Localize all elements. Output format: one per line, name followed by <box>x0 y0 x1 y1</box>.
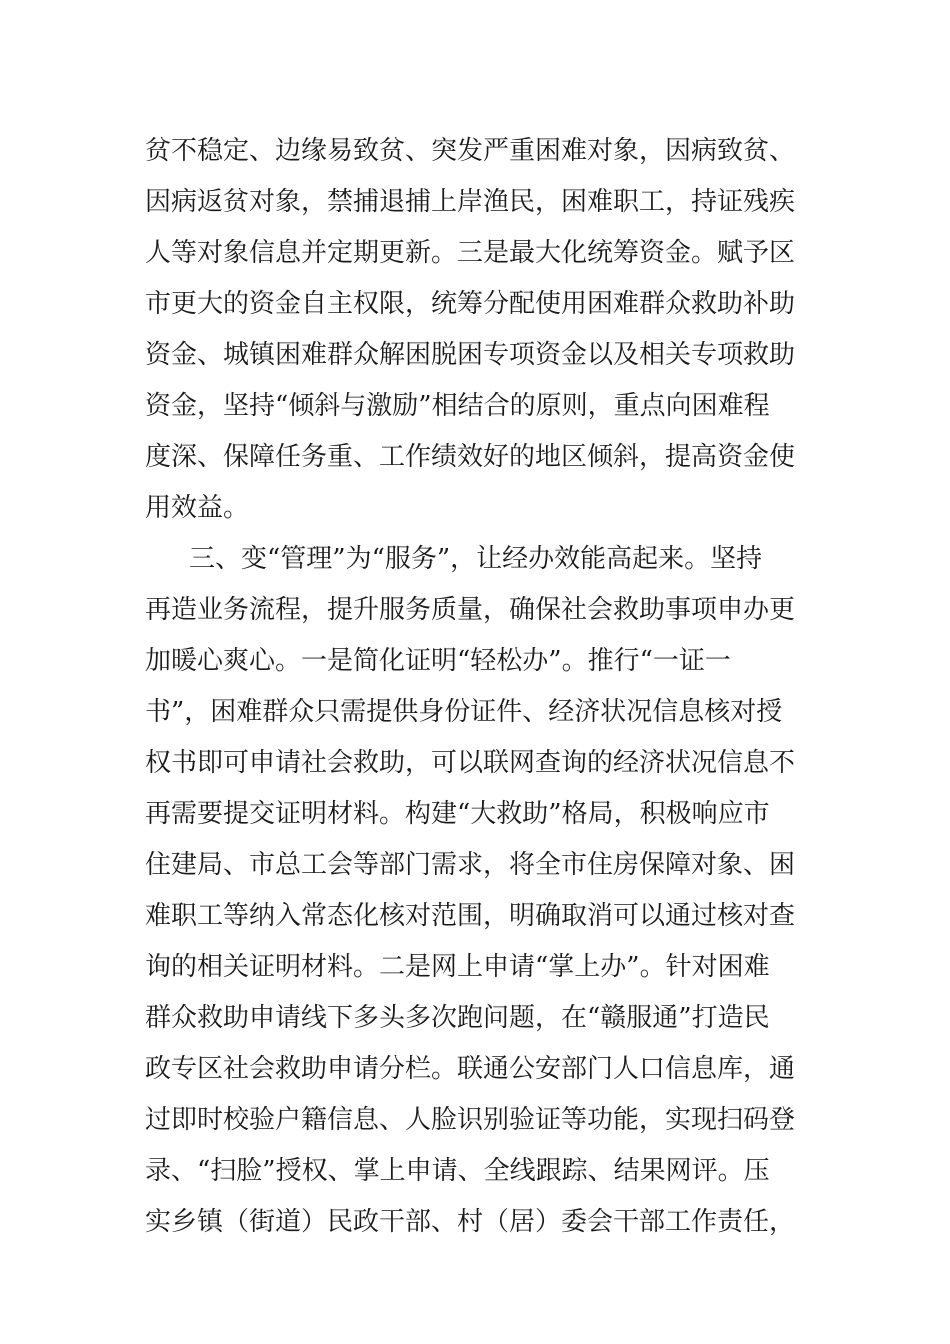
text-line: 过即时校验户籍信息、人脸识别验证等功能，实现扫码登 <box>145 1105 796 1135</box>
text-line: 政专区社会救助申请分栏。联通公安部门人口信息库，通 <box>145 1054 796 1084</box>
text-line: 度深、保障任务重、工作绩效好的地区倾斜，提高资金使 <box>145 442 796 472</box>
text-line: 再需要提交证明材料。构建“大救助”格局，积极响应市 <box>145 799 770 829</box>
text-line: 群众救助申请线下多头多次跑问题，在“赣服通”打造民 <box>145 1003 770 1033</box>
text-line: 因病返贫对象，禁捕退捕上岸渔民，困难职工，持证残疾 <box>145 187 796 217</box>
text-line: 资金、城镇困难群众解困脱困专项资金以及相关专项救助 <box>145 340 796 370</box>
text-line: 加暖心爽心。一是简化证明“轻松办”。推行“一证一 <box>145 646 731 676</box>
paragraph-start-line: 三、变“管理”为“服务”，让经办效能高起来。坚持 <box>189 544 763 574</box>
text-line: 实乡镇（街道）民政干部、村（居）委会干部工作责任， <box>145 1207 796 1237</box>
text-line: 再造业务流程，提升服务质量，确保社会救助事项申办更 <box>145 595 796 625</box>
text-line: 权书即可申请社会救助，可以联网查询的经济状况信息不 <box>145 748 796 778</box>
text-line: 市更大的资金自主权限，统筹分配使用困难群众救助补助 <box>145 289 796 319</box>
text-line: 资金，坚持“倾斜与激励”相结合的原则，重点向困难程 <box>145 391 770 421</box>
text-line: 录、“扫脸”授权、掌上申请、全线跟踪、结果网评。压 <box>145 1156 770 1186</box>
text-line: 书”，困难群众只需提供身份证件、经济状况信息核对授 <box>145 697 783 727</box>
text-line: 住建局、市总工会等部门需求，将全市住房保障对象、困 <box>145 850 796 880</box>
document-body <box>145 126 810 1248</box>
text-line: 用效益。 <box>145 493 250 523</box>
text-line: 询的相关证明材料。二是网上申请“掌上办”。针对困难 <box>145 952 770 982</box>
text-line: 难职工等纳入常态化核对范围，明确取消可以通过核对查 <box>145 901 796 931</box>
text-line: 贫不稳定、边缘易致贫、突发严重困难对象，因病致贫、 <box>145 136 796 166</box>
text-line: 人等对象信息并定期更新。三是最大化统筹资金。赋予区 <box>145 238 796 268</box>
